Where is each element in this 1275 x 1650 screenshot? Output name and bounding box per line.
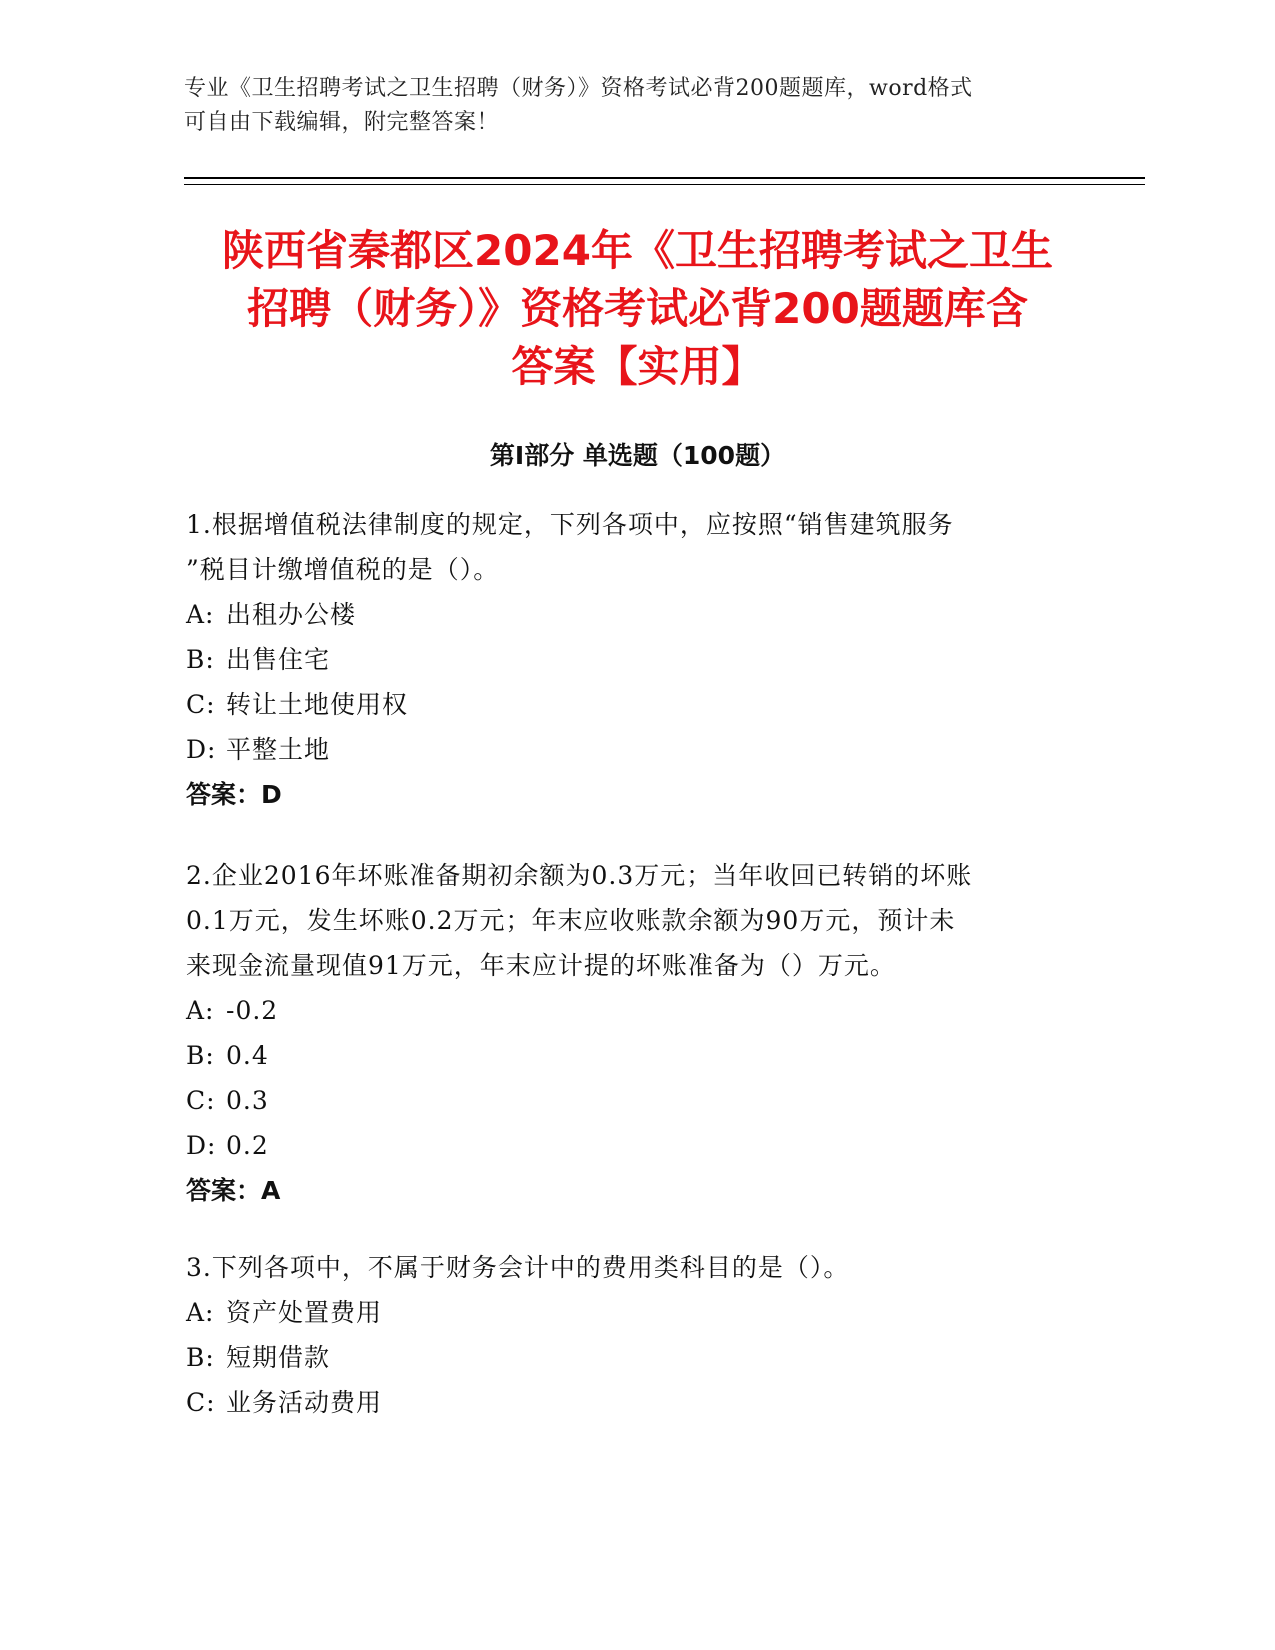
option-text: 0.3	[226, 1086, 269, 1115]
option-d	[186, 727, 1086, 772]
option-b	[186, 1335, 1086, 1380]
question-stem-line: 1.根据增值税法律制度的规定，下列各项中，应按照“销售建筑服务	[186, 510, 954, 539]
option-text: 出售住宅	[226, 645, 331, 674]
question-1	[186, 502, 1086, 817]
option-a	[186, 988, 1086, 1033]
question-stem-line: 2.企业2016年坏账准备期初余额为0.3万元；当年收回已转销的坏账	[186, 861, 973, 890]
option-key: B:	[186, 645, 215, 674]
header-divider-thin	[184, 184, 1145, 185]
option-b	[186, 637, 1086, 682]
option-a	[186, 1290, 1086, 1335]
option-text: 0.2	[226, 1131, 269, 1160]
question-stem-line: ”税目计缴增值税的是（）。	[186, 555, 500, 584]
section-title: 第I部分 单选题（100题）	[489, 441, 786, 470]
header-note-line-1: 专业《卫生招聘考试之卫生招聘（财务）》资格考试必背200题题库，word格式	[184, 76, 973, 101]
option-text: 转让土地使用权	[226, 690, 409, 719]
option-key: C:	[186, 1388, 216, 1417]
option-text: 业务活动费用	[226, 1388, 383, 1417]
answer: 答案：A	[186, 1176, 281, 1205]
answer: 答案：D	[186, 780, 282, 809]
option-key: C:	[186, 690, 216, 719]
question-3	[186, 1245, 1086, 1425]
header-note-line-2: 可自由下载编辑，附完整答案！	[184, 110, 500, 135]
question-stem-line: 来现金流量现值91万元，年末应计提的坏账准备为（）万元。	[186, 951, 896, 980]
option-text: -0.2	[226, 996, 279, 1025]
option-key: B:	[186, 1343, 215, 1372]
option-text: 平整土地	[226, 735, 331, 764]
header-divider-thick	[184, 177, 1145, 179]
option-text: 出租办公楼	[226, 600, 357, 629]
option-key: D:	[186, 735, 217, 764]
option-key: A:	[186, 600, 215, 629]
option-b	[186, 1033, 1086, 1078]
document-title	[150, 222, 1125, 396]
option-c	[186, 1078, 1086, 1123]
option-key: A:	[186, 996, 215, 1025]
question-stem-line: 3.下列各项中，不属于财务会计中的费用类科目的是（）。	[186, 1253, 850, 1282]
option-c	[186, 1380, 1086, 1425]
title-line-2: 招聘（财务）》资格考试必背200题题库含	[247, 284, 1028, 333]
title-line-1: 陕西省秦都区2024年《卫生招聘考试之卫生	[222, 226, 1053, 275]
option-key: C:	[186, 1086, 216, 1115]
question-stem-line: 0.1万元，发生坏账0.2万元；年末应收账款余额为90万元，预计未	[186, 906, 956, 935]
option-d	[186, 1123, 1086, 1168]
option-text: 资产处置费用	[226, 1298, 383, 1327]
header-note	[184, 72, 1064, 140]
title-line-3: 答案【实用】	[511, 342, 764, 391]
option-text: 短期借款	[226, 1343, 331, 1372]
option-key: B:	[186, 1041, 215, 1070]
option-key: A:	[186, 1298, 215, 1327]
option-key: D:	[186, 1131, 217, 1160]
question-2	[186, 853, 1086, 1213]
option-c	[186, 682, 1086, 727]
option-a	[186, 592, 1086, 637]
option-text: 0.4	[226, 1041, 269, 1070]
